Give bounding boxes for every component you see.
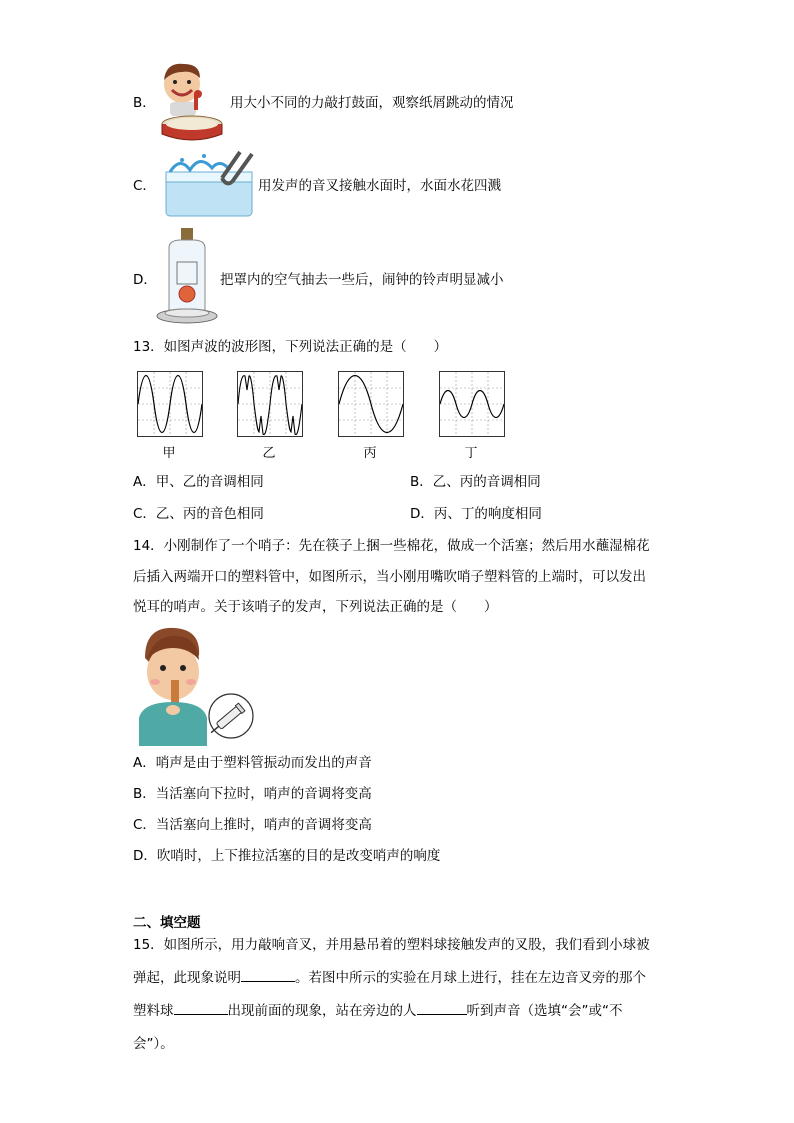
drum-image [152,60,228,142]
waveform-yi [237,371,303,437]
q15-part3: 。若图中所示的实验在月球上进行，挂在左边音叉旁的那个 [295,970,646,986]
q15-part4: 塑料球 [133,1003,174,1019]
q15-part1: 15．如图所示，用力敲响音叉，并用悬吊着的塑料球接触发声的叉股，我们看到小球被 [133,937,650,953]
whistle-boy-image [133,622,257,746]
q14-stem-line1: 14．小刚制作了一个哨子：先在筷子上捆一些棉花，做成一个活塞；然后用水蘸湿棉花 [133,538,650,554]
q14-option-d: D．吹哨时，上下推拉活塞的目的是改变哨声的响度 [133,848,441,864]
option-d-letter: D． [133,272,157,288]
q15-part5: 出现前面的现象，站在旁边的人 [227,1003,417,1019]
q13-option-b: B．乙、丙的音调相同 [410,474,541,490]
wave-label-jia: 甲 [162,446,176,461]
q15-blank-3[interactable] [417,1000,467,1015]
q14-option-b: B．当活塞向下拉时，哨声的音调将变高 [133,786,372,802]
q13-stem: 13．如图声波的波形图，下列说法正确的是（ ） [133,339,448,355]
q15-blank-2[interactable] [174,1000,228,1015]
q14-stem-line2: 后插入两端开口的塑料管中，如图所示，当小刚用嘴吹哨子塑料管的上端时，可以发出 [133,569,646,585]
q14-stem-line3: 悦耳的哨声。关于该哨子的发声，下列说法正确的是（ ） [133,599,498,615]
wave-label-yi: 乙 [262,446,276,461]
option-d-text: 把罩内的空气抽去一些后，闹钟的铃声明显减小 [220,272,504,288]
q15-part6: 听到声音（选填“会”或“不 [466,1003,623,1019]
q14-option-a: A．哨声是由于塑料管振动而发出的声音 [133,755,372,771]
q13-option-c: C．乙、丙的音色相同 [133,506,264,522]
q15-part7: 会”）。 [133,1036,174,1052]
q15-part2: 弹起，此现象说明 [133,970,241,986]
waveform-jia [137,371,203,437]
q13-option-d: D．丙、丁的响度相同 [410,506,542,522]
option-c-letter: C． [133,178,156,194]
option-b-letter: B． [133,95,156,111]
q15-blank-1[interactable] [241,967,295,982]
q15-paragraph [133,929,663,1061]
wave-label-ding: 丁 [464,446,478,461]
tuning-fork-water-image [160,148,260,220]
q14-option-c: C．当活塞向上推时，哨声的音调将变高 [133,817,372,833]
wave-label-bing: 丙 [363,446,377,461]
option-b-text: 用大小不同的力敲打鼓面，观察纸屑跳动的情况 [230,95,514,111]
option-c-text: 用发声的音叉接触水面时，水面水花四溅 [258,178,501,194]
section-title: 二、填空题 [133,915,201,931]
waveform-ding [439,371,505,437]
waveform-bing [338,371,404,437]
q13-option-a: A．甲、乙的音调相同 [133,474,264,490]
bell-jar-image [155,226,220,328]
